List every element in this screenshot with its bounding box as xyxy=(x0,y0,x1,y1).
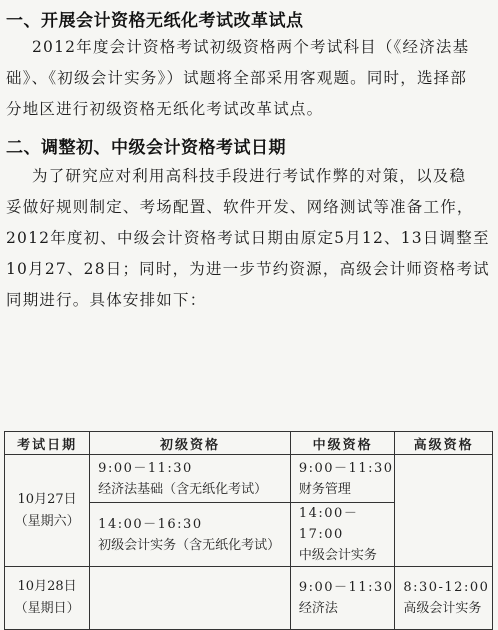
exam-subject: 高级会计实务 xyxy=(403,601,482,616)
section-2-paragraph xyxy=(6,161,492,316)
section-1-paragraph xyxy=(6,32,492,125)
exam-subject: 财务管理 xyxy=(298,481,351,497)
section-heading-1: 一、开展会计资格无纸化考试改革试点 xyxy=(6,11,304,31)
exam-subject: 初级会计实务（含无纸化考试） xyxy=(98,537,281,553)
paragraph-line: 为了研究应对利用高科技手段进行考试作弊的对策，以及稳 xyxy=(32,167,467,185)
paragraph-line: 妥做好规则制定、考场配置、软件开发、网络测试等准备工作， xyxy=(6,198,474,216)
paragraph-line: 10月27、28日；同时，为进一步节约资源，高级会计师资格考试 xyxy=(6,260,490,278)
section-heading-2: 二、调整初、中级会计资格考试日期 xyxy=(6,138,286,158)
senior-slot-cell xyxy=(395,567,493,630)
exam-weekday: （星期日） xyxy=(14,601,80,616)
exam-date-cell xyxy=(5,567,90,630)
exam-subject: 经济法基础（含无纸化考试） xyxy=(98,481,268,497)
paragraph-line: 2012年度会计资格考试初级资格两个考试科目（《经济法基 xyxy=(32,38,470,56)
exam-date: 10月27日 xyxy=(17,491,77,507)
intermediate-slot-cell xyxy=(290,503,394,567)
exam-time: 14:00－17:00 xyxy=(298,506,359,542)
junior-slot-cell xyxy=(90,455,291,503)
exam-time: 8:30-12:00 xyxy=(403,580,490,595)
paragraph-line: 础》、《初级会计实务》）试题将全部采用客观题。同时，选择部 xyxy=(6,69,468,87)
table-row xyxy=(5,567,493,630)
header-intermediate: 中级资格 xyxy=(290,432,394,455)
exam-schedule-table xyxy=(4,431,493,630)
header-junior: 初级资格 xyxy=(90,432,291,455)
table-row xyxy=(5,455,493,503)
exam-time: 9:00－11:30 xyxy=(298,460,394,476)
senior-slot-cell-empty xyxy=(395,455,493,567)
junior-slot-cell-empty xyxy=(90,567,291,630)
exam-date: 10月28日 xyxy=(17,579,77,594)
exam-subject: 经济法 xyxy=(298,601,338,616)
table-header-row xyxy=(5,432,493,455)
paragraph-line: 分地区进行初级资格无纸化考试改革试点。 xyxy=(6,100,324,118)
exam-weekday: （星期六） xyxy=(14,513,80,529)
exam-time: 9:00－11:30 xyxy=(98,460,193,476)
junior-slot-cell xyxy=(90,503,291,567)
header-exam-date: 考试日期 xyxy=(5,432,90,455)
paragraph-line: 2012年度初、中级会计资格考试日期由原定5月12、13日调整至 xyxy=(6,229,490,247)
intermediate-slot-cell xyxy=(290,455,394,503)
header-senior: 高级资格 xyxy=(395,432,493,455)
exam-time: 9:00－11:30 xyxy=(298,580,394,595)
intermediate-slot-cell xyxy=(290,567,394,630)
exam-subject: 中级会计实务 xyxy=(298,548,377,563)
exam-date-cell xyxy=(5,455,90,567)
exam-time: 14:00－16:30 xyxy=(98,516,203,532)
paragraph-line: 同期进行。具体安排如下： xyxy=(6,291,207,309)
